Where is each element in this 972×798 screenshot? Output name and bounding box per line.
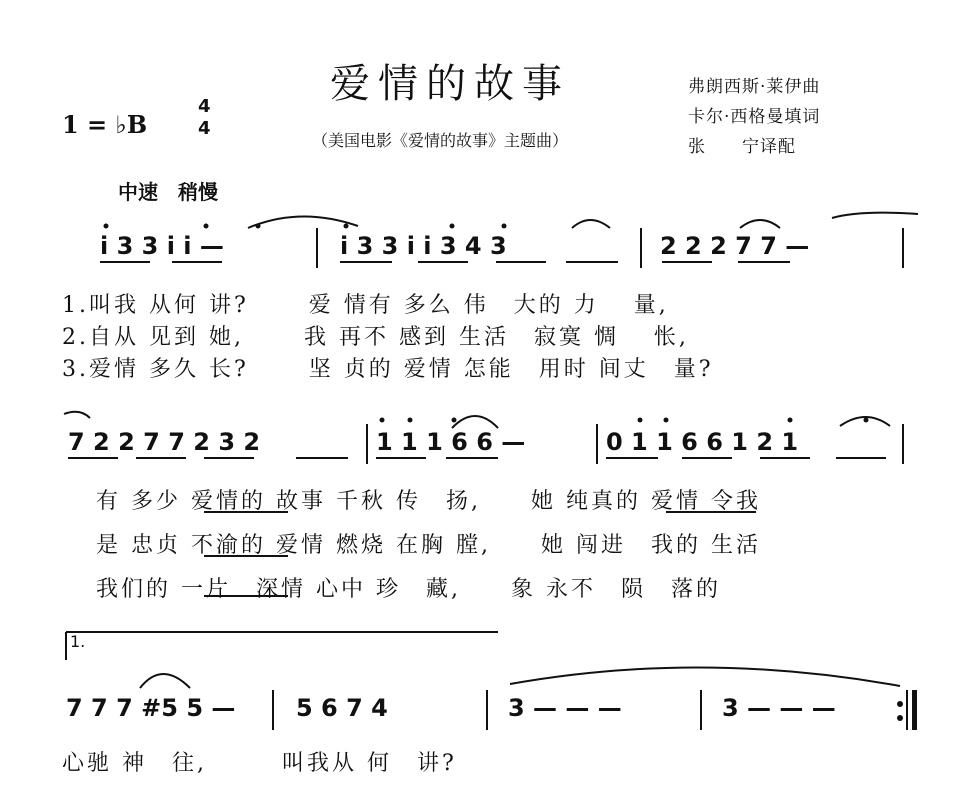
line2-measure-3: 0 1 1 6 6 1 2 1: [606, 428, 799, 456]
line2-measure-1: 7 2 2 7 7 2 3 2: [68, 428, 261, 456]
line2-lyrics-verse-3: 我们的 一片 深情 心中 珍 藏, 象 永不 陨 落的: [96, 577, 721, 602]
line1-lyrics-verse-1: 1.叫我 从何 讲? 爱 情有 多么 伟 大的 力 量,: [62, 293, 669, 318]
line1-lyrics-verse-3: 3.爱情 多久 长? 坚 贞的 爱情 怎能 用时 间丈 量?: [62, 357, 714, 382]
line2-lyrics-verse-1: 有 多少 爱情的 故事 千秋 传 扬, 她 纯真的 爱情 令我: [96, 489, 761, 514]
song-title: 爱情的故事: [330, 61, 570, 107]
composer-credit: 弗朗西斯·莱伊曲: [688, 77, 821, 97]
line3-measure-2: 5 6 7 4: [296, 694, 388, 722]
line3-measure-1: 7 7 7 #5 5 —: [66, 694, 236, 722]
line2-measure-2: 1 1 1 6 6 —: [376, 428, 526, 456]
translator-credit: 张 宁译配: [688, 137, 796, 157]
line3-measure-4: 3 — — —: [722, 694, 836, 722]
tempo-marking: 中速 稍慢: [118, 180, 218, 204]
line1-measure-1: i 3 3 i i —: [100, 232, 224, 260]
line1-lyrics-verse-2: 2.自从 见到 她, 我 再不 感到 生活 寂寞 惆 怅,: [62, 325, 689, 350]
line3-lyrics: 心驰 神 往, 叫我从 何 讲?: [62, 751, 457, 776]
key-signature: 1 = ♭B: [62, 110, 148, 139]
lyricist-credit: 卡尔·西格曼填词: [688, 107, 821, 127]
line2-lyrics-verse-2: 是 忠贞 不渝的 爱情 燃烧 在胸 膛, 她 闯进 我的 生活: [96, 533, 761, 558]
first-ending-label: 1.: [70, 632, 86, 651]
song-subtitle: （美国电影《爱情的故事》主题曲）: [312, 131, 569, 150]
time-signature-top: 4: [198, 96, 211, 117]
line1-measure-3: 2 2 2 7 7 —: [660, 232, 810, 260]
time-signature-bottom: 4: [198, 118, 211, 139]
line3-measure-3: 3 — — —: [508, 694, 622, 722]
line1-measure-2: i 3 3 i i 3 4 3: [340, 232, 507, 260]
